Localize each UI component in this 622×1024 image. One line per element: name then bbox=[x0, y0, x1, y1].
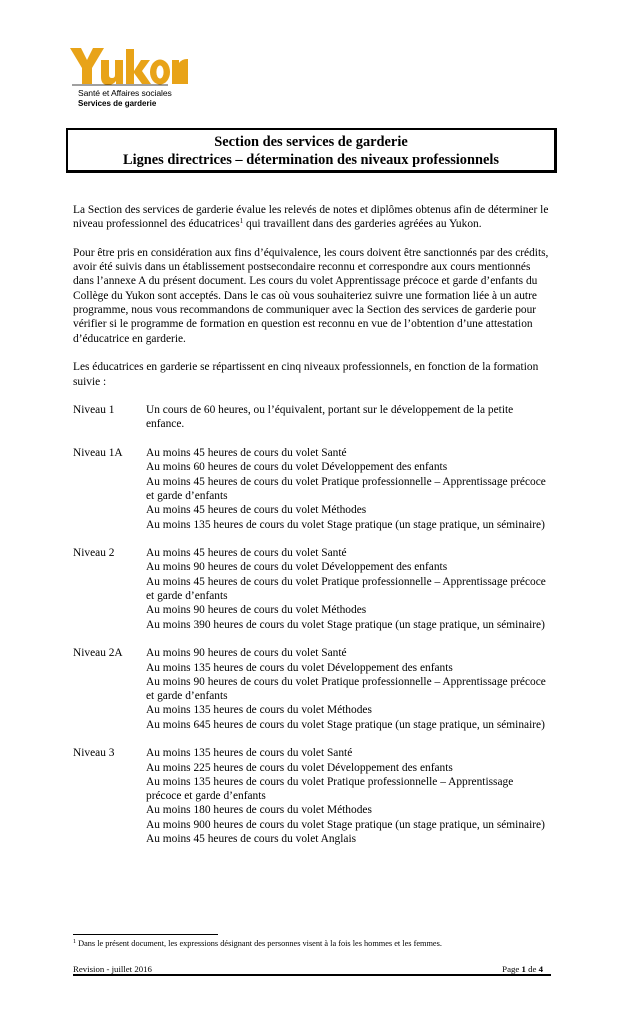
level-1a bbox=[73, 446, 551, 532]
requirement: Au moins 135 heures de cours du volet Pratique professionnelle – Apprentissage précoce et garde d’enfants bbox=[146, 775, 514, 803]
page-total: 4 bbox=[538, 964, 543, 974]
level-2a bbox=[73, 646, 551, 732]
requirement: Au moins 900 heures de cours du volet Stage pratique (un stage pratique, un séminaire) bbox=[146, 818, 545, 831]
page-sep: de bbox=[525, 964, 539, 974]
level-requirements bbox=[146, 646, 551, 732]
logo-department: Services de garderie bbox=[78, 99, 157, 108]
requirement: Au moins 45 heures de cours du volet Méthodes bbox=[146, 504, 367, 517]
requirement: Au moins 225 heures de cours du volet Développement des enfants bbox=[146, 761, 453, 774]
page-title: Section des services de garderie bbox=[214, 134, 408, 150]
requirement: Au moins 135 heures de cours du volet Méthodes bbox=[146, 704, 372, 717]
level-requirements bbox=[146, 546, 551, 632]
level-name: Niveau 3 bbox=[73, 747, 115, 760]
requirement: Au moins 135 heures de cours du volet Santé bbox=[146, 747, 353, 760]
page-number bbox=[502, 964, 543, 974]
page-subtitle: Lignes directrices – détermination des niveaux professionnels bbox=[122, 152, 499, 168]
level-1 bbox=[73, 403, 551, 432]
requirement: Au moins 390 heures de cours du volet Stage pratique (un stage pratique, un séminaire) bbox=[146, 618, 545, 631]
level-name: Niveau 1A bbox=[73, 447, 123, 460]
requirement: Au moins 90 heures de cours du volet Santé bbox=[146, 647, 347, 660]
requirement: Au moins 180 heures de cours du volet Méthodes bbox=[146, 804, 372, 817]
requirement: Au moins 90 heures de cours du volet Méthodes bbox=[146, 604, 367, 617]
level-requirements bbox=[146, 746, 551, 846]
revision-date: Revision - juillet 2016 bbox=[73, 964, 152, 974]
requirement: Au moins 135 heures de cours du volet Développement des enfants bbox=[146, 661, 453, 674]
document-body bbox=[73, 203, 551, 861]
intro-paragraph-3: Les éducatrices en garderie se répartissent en cinq niveaux professionnels, en fonction de la formation suivie : bbox=[73, 361, 539, 388]
footnote-ref: 1 bbox=[239, 217, 244, 226]
footnote-mark: 1 bbox=[73, 939, 76, 945]
footer-divider bbox=[73, 974, 551, 976]
requirement: Au moins 45 heures de cours du volet Anglais bbox=[146, 833, 357, 846]
requirement: Au moins 90 heures de cours du volet Développement des enfants bbox=[146, 561, 448, 574]
yukon-logo bbox=[68, 44, 188, 110]
level-name: Niveau 2 bbox=[73, 547, 115, 560]
requirement: Au moins 645 heures de cours du volet Stage pratique (un stage pratique, un séminaire) bbox=[146, 718, 545, 731]
level-requirements bbox=[146, 403, 551, 432]
footnote bbox=[73, 939, 442, 948]
intro-paragraph-1 bbox=[73, 203, 551, 232]
requirement: Au moins 135 heures de cours du volet Stage pratique (un stage pratique, un séminaire) bbox=[146, 518, 545, 531]
intro-text-end: qui travaillent dans des garderies agréées au Yukon. bbox=[243, 218, 482, 231]
requirement: Au moins 45 heures de cours du volet Santé bbox=[146, 547, 347, 560]
requirement: Au moins 45 heures de cours du volet Santé bbox=[146, 447, 347, 460]
requirement: Au moins 45 heures de cours du volet Pratique professionnelle – Apprentissage précoce et garde d’enfants bbox=[146, 475, 546, 502]
page-label: Page bbox=[502, 964, 522, 974]
logo-tagline: Santé et Affaires sociales bbox=[78, 88, 172, 98]
title-box bbox=[66, 128, 557, 173]
level-2 bbox=[73, 546, 551, 632]
level-name: Niveau 2A bbox=[73, 647, 123, 660]
requirement: Un cours de 60 heures, ou l’équivalent, portant sur le développement de la petite enfance. bbox=[146, 404, 514, 431]
yukon-wordmark-icon bbox=[68, 44, 188, 88]
footnote-text: Dans le présent document, les expressions désignant des personnes visent à la fois les hommes et les femmes. bbox=[76, 939, 442, 948]
requirement: Au moins 90 heures de cours du volet Pratique professionnelle – Apprentissage précoce et garde d’enfants bbox=[146, 675, 546, 703]
level-3 bbox=[73, 746, 551, 846]
level-name: Niveau 1 bbox=[73, 404, 115, 417]
page-current: 1 bbox=[521, 964, 526, 974]
intro-text: La Section des services de garderie évalue les relevés de notes et diplômes obtenus afin de déterminer le niveau professionnel des éducatrices bbox=[73, 204, 549, 231]
level-requirements bbox=[146, 446, 551, 532]
footnote-divider bbox=[73, 934, 218, 935]
requirement: Au moins 45 heures de cours du volet Pratique professionnelle – Apprentissage précoce et garde d’enfants bbox=[146, 575, 546, 603]
intro-paragraph-2: Pour être pris en considération aux fins d’équivalence, les cours doivent être sanctionnés par des crédits, avoir été suivis dans un établissement postsecondaire reconnu et correspondre aux cours mentionnés dans l’annexe A du présent document. Les cours du volet Apprentissage précoce et garde d’enfants du Collège du Yukon sont acceptés. Dans le cas où vous souhaiteriez suivre une formation liée à un autre programme, nous vous recommandons de communiquer avec la Section des services de garderie pour vérifier si le programme de formation en question est reconnu en vue de l’obtention d’une attestation d’éducatrice en garderie. bbox=[73, 246, 549, 345]
requirement: Au moins 60 heures de cours du volet Développement des enfants bbox=[146, 461, 448, 474]
